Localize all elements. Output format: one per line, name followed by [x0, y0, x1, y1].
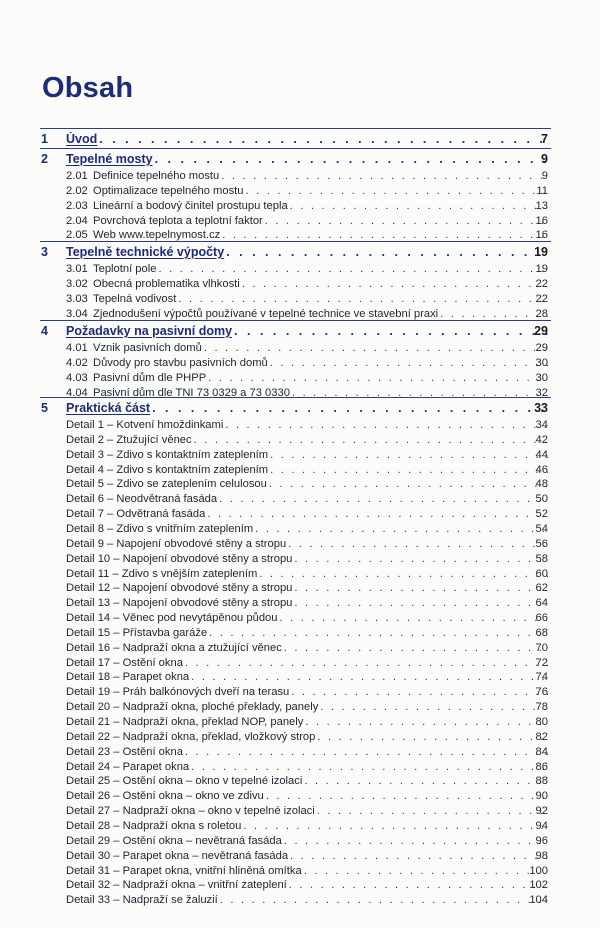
- toc-entry[interactable]: [0, 463, 600, 478]
- toc-entry[interactable]: [0, 184, 600, 199]
- page-number: 52: [535, 508, 548, 521]
- section-title: Tepelně technické výpočty: [66, 245, 225, 259]
- page-number: 9: [541, 152, 548, 166]
- page-number: 60: [535, 567, 548, 580]
- section-divider: [40, 148, 551, 149]
- entry-title: Detail 20 – Nadpraží okna, ploché překlady, panely: [66, 701, 319, 714]
- entry-number: 2.02: [66, 184, 88, 197]
- entry-title: Detail 28 – Nadpraží okna s roletou: [66, 819, 242, 832]
- dot-leader: [317, 804, 548, 819]
- dot-leader: [289, 878, 548, 893]
- toc-entry[interactable]: [0, 199, 600, 214]
- entry-title: Detail 21 – Nadpraží okna, překlad NOP, panely: [66, 716, 304, 728]
- toc-entry[interactable]: [0, 418, 600, 433]
- entry-title: Detail 23 – Ostění okna: [66, 745, 183, 758]
- page-number: 88: [535, 775, 548, 788]
- toc-entry[interactable]: [0, 492, 600, 507]
- toc-entry[interactable]: [0, 715, 600, 730]
- toc-section-5[interactable]: [0, 401, 600, 416]
- toc-entry[interactable]: [0, 477, 600, 492]
- dot-leader: [294, 581, 548, 596]
- entry-title: Obecná problematika vlhkosti: [93, 277, 240, 290]
- page-number: 70: [535, 641, 548, 654]
- toc-entry[interactable]: [0, 386, 600, 401]
- dot-leader: [304, 864, 548, 879]
- dot-leader: [291, 685, 548, 700]
- page-number: 16: [535, 229, 548, 242]
- toc-entry[interactable]: [0, 819, 600, 834]
- page-number: 62: [535, 582, 548, 595]
- toc-entry[interactable]: [0, 789, 600, 804]
- toc-entry[interactable]: [0, 292, 600, 307]
- page-number: 80: [535, 716, 548, 728]
- dot-leader: [226, 245, 548, 260]
- dot-leader: [290, 849, 548, 864]
- page-number: 33: [534, 401, 548, 415]
- dot-leader: [265, 214, 548, 229]
- entry-number: 4.02: [66, 356, 88, 369]
- dot-leader: [292, 386, 548, 401]
- entry-number: 4.04: [66, 386, 88, 399]
- page-number: 30: [535, 356, 548, 369]
- entry-title: Povrchová teplota a teplotní faktor: [93, 214, 263, 227]
- entry-number: 3.01: [66, 263, 88, 275]
- dot-leader: [191, 760, 548, 775]
- dot-leader: [243, 819, 548, 834]
- page-number: 64: [535, 597, 548, 610]
- entry-title: Detail 27 – Nadpraží okna – okno v tepelné izolaci: [66, 805, 315, 818]
- page-number: 104: [529, 894, 548, 907]
- toc-entry[interactable]: [0, 893, 600, 908]
- dot-leader: [191, 670, 548, 685]
- entry-title: Detail 17 – Ostění okna: [66, 656, 183, 669]
- dot-leader: [270, 448, 548, 463]
- toc-entry[interactable]: [0, 670, 600, 685]
- page-number: 102: [529, 879, 548, 892]
- page-number: 74: [535, 671, 548, 684]
- entry-number: 2.04: [66, 214, 88, 227]
- page-number: 30: [535, 371, 548, 384]
- toc-entry[interactable]: [0, 596, 600, 611]
- page-title: Obsah: [42, 72, 134, 104]
- dot-leader: [207, 507, 548, 522]
- toc-entry[interactable]: [0, 774, 600, 789]
- entry-title: Detail 8 – Zdivo s vnitřním zateplením: [66, 522, 254, 535]
- page-number: 90: [535, 790, 548, 803]
- toc-entry[interactable]: [0, 864, 600, 879]
- toc-section-3[interactable]: [0, 245, 600, 260]
- entry-title: Detail 31 – Parapet okna, vnitřní hliněná omítka: [66, 864, 302, 877]
- entry-title: Detail 1 – Kotvení hmoždinkami: [66, 419, 224, 431]
- page-number: 48: [535, 478, 548, 491]
- page-number: 68: [535, 626, 548, 639]
- toc-entry[interactable]: [0, 611, 600, 626]
- toc-entry[interactable]: [0, 760, 600, 775]
- page-number: 7: [541, 132, 548, 146]
- toc-entry[interactable]: [0, 849, 600, 864]
- entry-title: Detail 13 – Napojení obvodové stěny a stropu: [66, 597, 293, 610]
- entry-title: Detail 2 – Ztužující věnec: [66, 433, 192, 446]
- toc-entry[interactable]: [0, 745, 600, 760]
- entry-number: 3.04: [66, 307, 88, 320]
- entry-title: Detail 33 – Nadpraží se žaluzií: [66, 894, 218, 907]
- entry-number: 2.03: [66, 199, 88, 212]
- entry-number: 4.03: [66, 371, 88, 384]
- entry-title: Detail 10 – Napojení obvodové stěny a stropu: [66, 552, 293, 565]
- dot-leader: [185, 745, 548, 760]
- dot-leader: [220, 893, 548, 908]
- entry-title: Detail 26 – Ostění okna – okno ve zdivu: [66, 790, 264, 803]
- page-number: 29: [535, 342, 548, 354]
- page-number: 46: [535, 463, 548, 476]
- entry-title: Zjednodušení výpočtů používané v tepelné technice ve stavební praxi: [93, 307, 439, 320]
- page-number: 84: [535, 745, 548, 758]
- dot-leader: [204, 341, 548, 356]
- toc-entry[interactable]: [0, 700, 600, 715]
- toc-entry[interactable]: [0, 656, 600, 671]
- entry-title: Detail 24 – Parapet okna: [66, 760, 190, 773]
- dot-leader: [209, 626, 548, 641]
- dot-leader: [99, 132, 548, 147]
- section-number: 5: [41, 401, 48, 415]
- entry-title: Detail 4 – Zdivo s kontaktním zateplením: [66, 463, 269, 476]
- toc-entry[interactable]: [0, 262, 600, 277]
- page-number: 16: [535, 214, 548, 227]
- dot-leader: [294, 552, 548, 567]
- entry-title: Detail 18 – Parapet okna: [66, 671, 190, 684]
- entry-title: Optimalizace tepelného mostu: [93, 184, 244, 197]
- page-number: 19: [534, 245, 548, 259]
- dot-leader: [304, 774, 548, 789]
- page-number: 34: [535, 419, 548, 431]
- toc-entry[interactable]: [0, 685, 600, 700]
- entry-number: 3.03: [66, 292, 88, 305]
- dot-leader: [259, 567, 548, 582]
- entry-title: Vznik pasivních domů: [93, 342, 202, 354]
- entry-title: Detail 15 – Přístavba garáže: [66, 626, 208, 639]
- page-number: 100: [529, 864, 548, 877]
- dot-leader: [221, 169, 548, 184]
- section-divider: [40, 241, 551, 242]
- toc-entry[interactable]: [0, 277, 600, 292]
- toc-entry[interactable]: [0, 371, 600, 386]
- toc-entry[interactable]: [0, 626, 600, 641]
- dot-leader: [255, 522, 548, 537]
- page-number: 72: [535, 656, 548, 669]
- toc-entry[interactable]: [0, 356, 600, 371]
- dot-leader: [288, 537, 548, 552]
- entry-number: 2.05: [66, 229, 88, 242]
- entry-number: 2.01: [66, 170, 88, 182]
- entry-title: Tepelná vodivost: [93, 292, 177, 305]
- entry-title: Detail 6 – Neodvětraná fasáda: [66, 493, 218, 506]
- section-number: 3: [41, 245, 48, 259]
- toc-entry[interactable]: [0, 522, 600, 537]
- dot-leader: [266, 789, 548, 804]
- entry-title: Důvody pro stavbu pasivních domů: [93, 356, 268, 369]
- entry-title: Detail 12 – Napojení obvodové stěny a stropu: [66, 582, 293, 595]
- toc-entry[interactable]: [0, 567, 600, 582]
- toc-entry[interactable]: [0, 448, 600, 463]
- section-title: Úvod: [66, 132, 98, 146]
- dot-leader: [234, 324, 548, 339]
- page-number: 58: [535, 552, 548, 565]
- page-number: 66: [535, 612, 548, 625]
- section-number: 4: [41, 324, 48, 338]
- dot-leader: [246, 184, 549, 199]
- entry-title: Detail 22 – Nadpraží okna, překlad, vložkový strop: [66, 730, 316, 743]
- page-number: 9: [541, 170, 548, 182]
- entry-title: Definice tepelného mostu: [93, 170, 220, 182]
- page-number: 78: [535, 701, 548, 714]
- page-number: 13: [535, 199, 548, 212]
- page-number: 29: [534, 324, 548, 338]
- entry-title: Detail 25 – Ostění okna – okno v tepelné izolaci: [66, 775, 303, 788]
- toc-entry[interactable]: [0, 169, 600, 184]
- toc-entry[interactable]: [0, 214, 600, 229]
- page-number: 28: [535, 307, 548, 320]
- toc-entry[interactable]: [0, 641, 600, 656]
- entry-title: Detail 3 – Zdivo s kontaktním zateplením: [66, 448, 269, 461]
- page-number: 19: [535, 263, 548, 275]
- page-number: 92: [535, 805, 548, 818]
- dot-leader: [242, 277, 548, 292]
- toc-section-4[interactable]: [0, 324, 600, 339]
- dot-leader: [158, 262, 548, 277]
- section-title: Praktická část: [66, 401, 151, 415]
- toc-section-1[interactable]: [0, 132, 600, 147]
- dot-leader: [284, 834, 548, 849]
- toc-entry[interactable]: [0, 581, 600, 596]
- entry-title: Pasivní dům dle TNI 73 0329 a 73 0330: [93, 386, 290, 399]
- dot-leader: [155, 152, 548, 167]
- entry-title: Detail 30 – Parapet okna – nevětraná fasáda: [66, 849, 289, 862]
- dot-leader: [305, 715, 548, 730]
- dot-leader: [270, 356, 548, 371]
- section-number: 2: [41, 152, 48, 166]
- entry-title: Pasivní dům dle PHPP: [93, 371, 207, 384]
- entry-title: Detail 11 – Zdivo s vnějším zateplením: [66, 567, 258, 580]
- toc-section-2[interactable]: [0, 152, 600, 167]
- dot-leader: [208, 371, 548, 386]
- page-number: 82: [535, 730, 548, 743]
- page-number: 98: [535, 849, 548, 862]
- page-number: 76: [535, 686, 548, 699]
- dot-leader: [284, 641, 548, 656]
- dot-leader: [270, 463, 548, 478]
- entry-title: Detail 32 – Nadpraží okna – vnitřní zateplení: [66, 879, 287, 892]
- entry-title: Detail 9 – Napojení obvodové stěny a stropu: [66, 537, 287, 550]
- dot-leader: [185, 656, 548, 671]
- entry-title: Detail 14 – Věnec pod nevytápěnou půdou: [66, 612, 278, 625]
- toc-entry[interactable]: [0, 878, 600, 893]
- toc-entry[interactable]: [0, 552, 600, 567]
- page-number: 56: [535, 537, 548, 550]
- section-divider: [40, 320, 551, 321]
- page-number: 86: [535, 760, 548, 773]
- toc-entry[interactable]: [0, 730, 600, 745]
- page-number: 22: [535, 277, 548, 290]
- page-number: 54: [535, 522, 548, 535]
- dot-leader: [225, 418, 548, 433]
- section-number: 1: [41, 132, 48, 146]
- dot-leader: [290, 199, 548, 214]
- page-number: 96: [535, 834, 548, 847]
- section-divider: [40, 128, 551, 129]
- toc-entry[interactable]: [0, 433, 600, 448]
- dot-leader: [178, 292, 548, 307]
- toc-entry[interactable]: [0, 507, 600, 522]
- toc-entry[interactable]: [0, 804, 600, 819]
- entry-title: Lineární a bodový činitel prostupu tepla: [93, 199, 288, 212]
- entry-title: Teplotní pole: [93, 263, 157, 275]
- dot-leader: [317, 730, 548, 745]
- entry-number: 3.02: [66, 277, 88, 290]
- dot-leader: [320, 700, 548, 715]
- dot-leader: [294, 596, 548, 611]
- entry-title: Detail 16 – Nadpraží okna a ztužující věnec: [66, 641, 282, 654]
- page-number: 44: [535, 448, 548, 461]
- entry-title: Detail 7 – Odvětraná fasáda: [66, 508, 206, 521]
- dot-leader: [280, 611, 549, 626]
- page-number: 11: [536, 184, 548, 197]
- toc-entry[interactable]: [0, 341, 600, 356]
- page-number: 94: [535, 819, 548, 832]
- section-title: Tepelné mosty: [66, 152, 153, 166]
- page-number: 42: [535, 433, 548, 446]
- section-title: Požadavky na pasivní domy: [66, 324, 233, 338]
- page-number: 50: [535, 493, 548, 506]
- toc-entry[interactable]: [0, 537, 600, 552]
- entry-title: Detail 5 – Zdivo se zateplením celulosou: [66, 478, 267, 491]
- entry-title: Detail 19 – Práh balkónových dveří na terasu: [66, 686, 290, 699]
- section-divider: [40, 397, 551, 398]
- entry-number: 4.01: [66, 342, 88, 354]
- dot-leader: [219, 492, 548, 507]
- dot-leader: [269, 477, 548, 492]
- dot-leader: [152, 401, 548, 416]
- toc-entry[interactable]: [0, 834, 600, 849]
- entry-title: Web www.tepelnymost.cz: [93, 229, 221, 242]
- entry-title: Detail 29 – Ostění okna – nevětraná fasáda: [66, 834, 282, 847]
- dot-leader: [194, 433, 548, 448]
- page-number: 22: [535, 292, 548, 305]
- page-number: 32: [535, 386, 548, 399]
